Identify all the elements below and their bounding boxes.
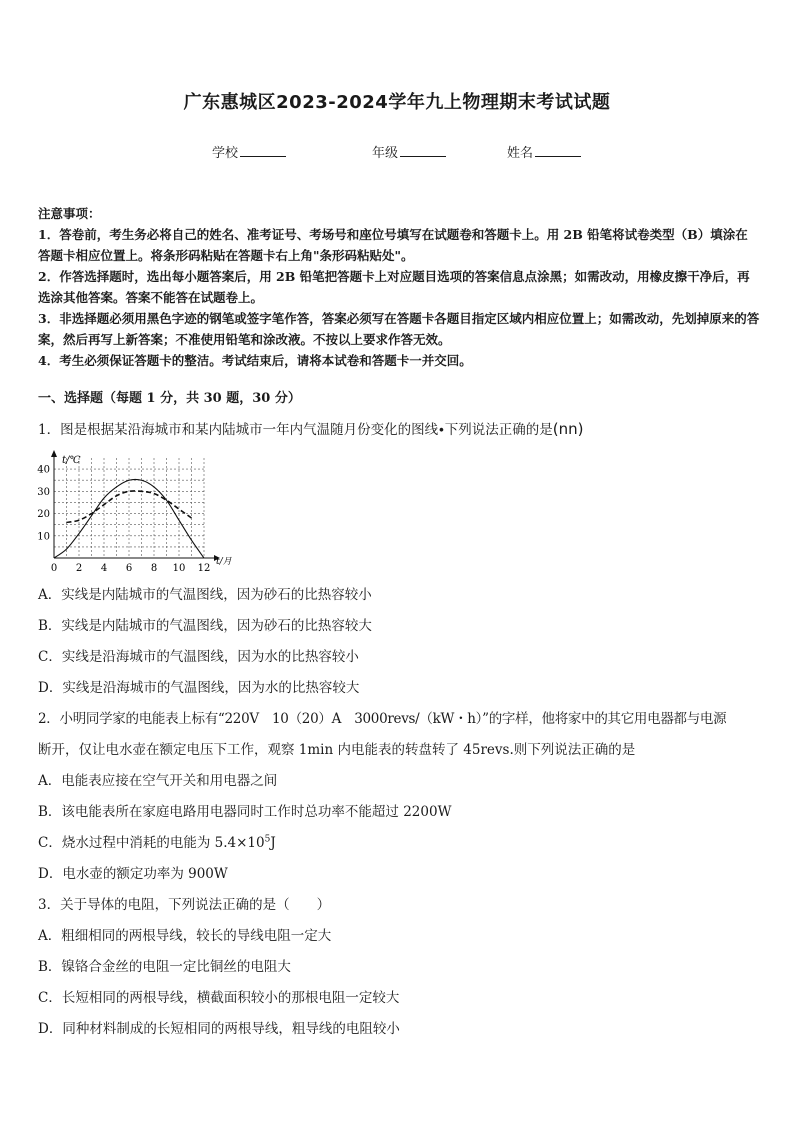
- note-item: 3．非选择题必须用黑色字迹的钢笔或签字笔作答，答案必须写在答题卡各题目指定区域内相应位置上；如需改动，先划掉原来的答案，然后再写上新答案；不准使用铅笔和涂改液。不按以上要求作答无效。: [38, 311, 760, 347]
- q1-stem: [38, 414, 760, 446]
- note-item: 2．作答选择题时，选出每小题答案后，用 2B 铅笔把答题卡上对应题目选项的答案信息点涂黑；如需改动，用橡皮擦干净后，再选涂其他答案。答案不能答在试题卷上。: [38, 269, 750, 305]
- q1-option-b: B．实线是内陆城市的气温图线，因为砂石的比热容较大: [38, 618, 372, 634]
- temperature-chart: [34, 450, 244, 578]
- x-tick-label: 0: [50, 563, 58, 574]
- x-tick-label: 10: [172, 563, 186, 574]
- x-tick-label: 6: [125, 563, 133, 574]
- name-blank: [535, 144, 581, 157]
- q2-option-c-unit: J: [270, 835, 276, 851]
- grade-field: [372, 142, 446, 161]
- q2-stem-line1: 2．小明同学家的电能表上标有“220V 10（20）A 3000revs/（kW・h）”的字样，他将家中的其它用电器都与电源: [38, 711, 727, 727]
- school-field: [212, 142, 286, 161]
- x-tick-label: 12: [197, 563, 211, 574]
- q2-option-b: B．该电能表所在家庭电路用电器同时工作时总功率不能超过 2200W: [38, 804, 452, 820]
- y-tick-label: 20: [37, 509, 50, 521]
- note-item: 1．答卷前，考生务必将自己的姓名、准考证号、考场号和座位号填写在试题卷和答题卡上。用 2B 铅笔将试卷类型（B）填涂在答题卡相应位置上。将条形码粘贴在答题卡右上角"条形码粘贴处"。: [38, 227, 748, 263]
- chart-xlabel: t/月: [216, 557, 232, 567]
- q2-option-c-text: C．烧水过程中消耗的电能为 5.4×10: [38, 835, 265, 851]
- section-title: 一、选择题（每题 1 分，共 30 题，30 分）: [38, 391, 301, 406]
- school-label: 学校: [212, 146, 239, 161]
- y-tick-label: 40: [37, 464, 50, 476]
- q1-stem-tail: (nn): [552, 420, 584, 438]
- q1-option-c: C．实线是沿海城市的气温图线，因为水的比热容较小: [38, 649, 359, 665]
- grade-label: 年级: [372, 146, 399, 161]
- q3-stem: 3．关于导体的电阻，下列说法正确的是（ ）: [38, 897, 331, 913]
- grade-blank: [400, 144, 446, 157]
- q3-option-c: C．长短相同的两根导线，横截面积较小的那根电阻一定较大: [38, 990, 400, 1006]
- name-label: 姓名: [507, 146, 534, 161]
- q1-option-a: A．实线是内陆城市的气温图线，因为砂石的比热容较小: [38, 587, 372, 603]
- q3-option-a: A．粗细相同的两根导线，较长的导线电阻一定大: [38, 928, 332, 944]
- y-tick-label: 10: [37, 531, 50, 543]
- chart-grid: [54, 458, 204, 558]
- q2-option-a: A．电能表应接在空气开关和用电器之间: [38, 773, 278, 789]
- q2-option-d: D．电水壶的额定功率为 900W: [38, 866, 228, 882]
- q2-option-c: [38, 831, 276, 851]
- q3-option-d: D．同种材料制成的长短相同的两根导线，粗导线的电阻较小: [38, 1021, 400, 1037]
- y-axis-arrow: [51, 450, 57, 457]
- q1-stem-text: 1．图是根据某沿海城市和某内陆城市一年内气温随月份变化的图线∙下列说法正确的是: [38, 422, 553, 438]
- y-tick-label: 30: [37, 486, 50, 498]
- q1-option-d: D．实线是沿海城市的气温图线，因为水的比热容较大: [38, 680, 360, 696]
- chart-ylabel: t/℃: [62, 455, 81, 466]
- note-item: 4．考生必须保证答题卡的整洁。考试结束后，请将本试卷和答题卡一并交回。: [38, 353, 472, 368]
- notes-block: [38, 203, 760, 371]
- x-tick-label: 4: [100, 563, 108, 574]
- notes-heading: 注意事项：: [38, 206, 101, 221]
- x-tick-label: 8: [150, 563, 158, 574]
- x-tick-label: 2: [75, 563, 83, 574]
- school-blank: [240, 144, 286, 157]
- name-field: [507, 142, 581, 161]
- exam-title: 广东惠城区2023-2024学年九上物理期末考试试题: [183, 92, 611, 113]
- q3-option-b: B．镍铬合金丝的电阻一定比铜丝的电阻大: [38, 959, 291, 975]
- q2-option-c-exponent: 5: [264, 834, 271, 845]
- q2-stem-line2: 断开，仅让电水壶在额定电压下工作，观察 1min 内电能表的转盘转了 45revs.则下列说法正确的是: [38, 742, 636, 758]
